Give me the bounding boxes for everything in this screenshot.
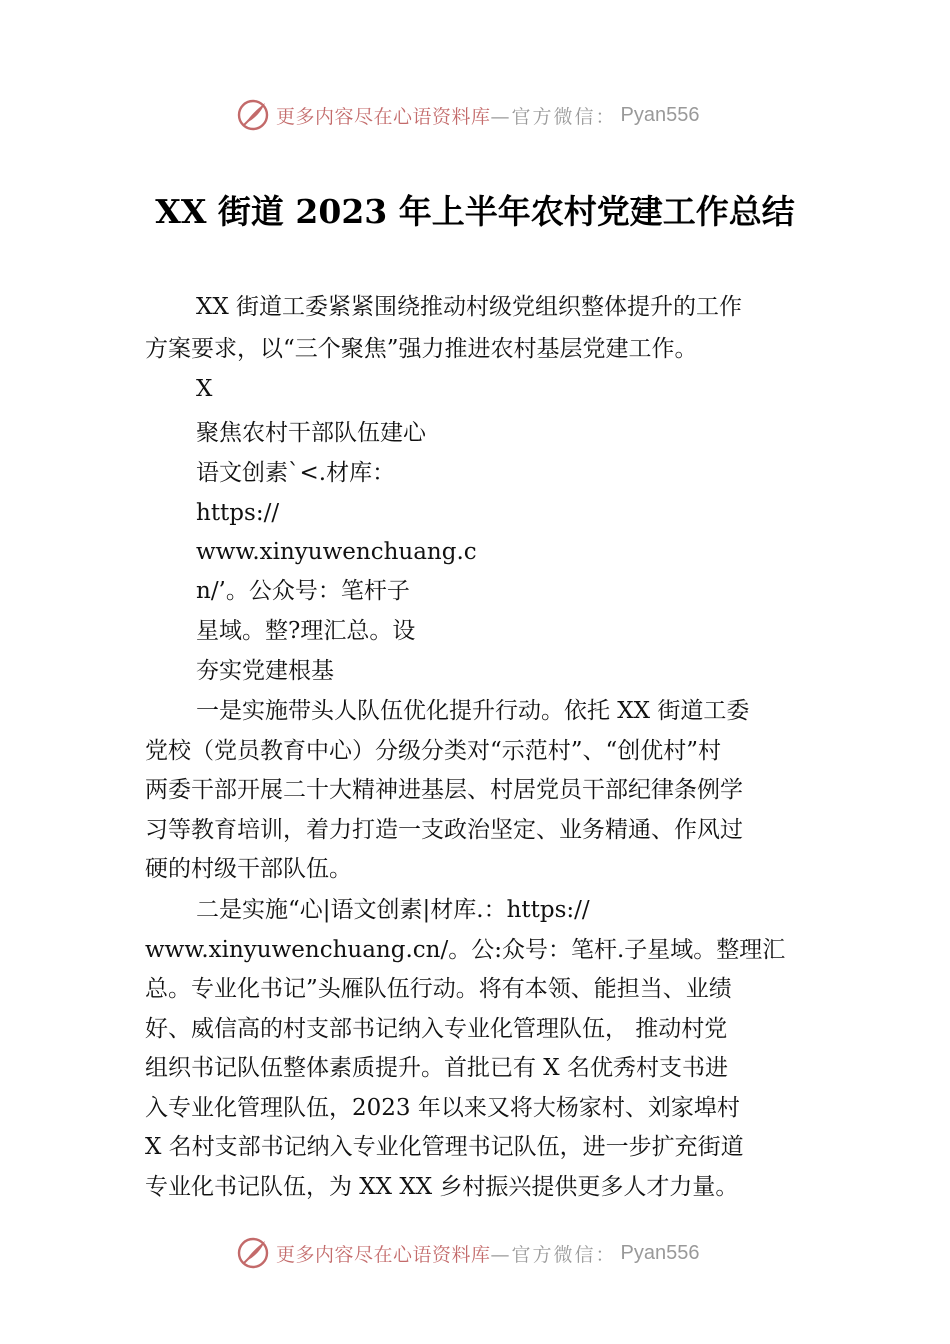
body-line: 两委干部开展二十大精神进基层、村居党员干部纪律条例学 bbox=[145, 777, 743, 803]
watermark-sub-text: —官方微信： bbox=[490, 105, 617, 128]
body-line: 党校（党员教育中心）分级分类对“示范村”、“创优村”村 bbox=[145, 738, 722, 764]
body-line: 聚焦农村干部队伍建心 bbox=[196, 420, 426, 446]
watermark-footer bbox=[236, 1233, 700, 1273]
body-line: 总。专业化书记”头雁队伍行动。将有本领、能担当、业绩 bbox=[145, 976, 732, 1002]
watermark-sub-text: —官方微信： bbox=[490, 1243, 617, 1266]
body-line: www.xinyuwenchuang.cn/。公:众号：笔杆.子星域。整理汇 bbox=[145, 937, 786, 963]
body-line: 语文创素`<.材库： bbox=[196, 460, 396, 486]
watermark-main-text: 更多内容尽在心语资料库 bbox=[276, 105, 491, 128]
watermark-header bbox=[236, 95, 700, 135]
body-line: 硬的村级干部队伍。 bbox=[145, 856, 352, 882]
document-title: XX 街道 2023 年上半年农村党建工作总结 bbox=[155, 192, 795, 231]
body-line: 专业化书记队伍，为 XX XX 乡村振兴提供更多人才力量。 bbox=[145, 1174, 739, 1200]
body-line: 一是实施带头人队伍优化提升行动。依托 XX 街道工委 bbox=[196, 698, 750, 724]
body-line: https:// bbox=[196, 500, 280, 526]
body-line: 入专业化管理队伍，2023 年以来又将大杨家村、刘家埠村 bbox=[145, 1095, 740, 1121]
body-line: X 名村支部书记纳入专业化管理书记队伍，进一步扩充街道 bbox=[145, 1134, 744, 1160]
body-line: 习等教育培训，着力打造一支政治坚定、业务精通、作风过 bbox=[145, 817, 743, 843]
watermark-id-text: Pyan556 bbox=[620, 1241, 700, 1264]
body-line: 好、威信高的村支部书记纳入专业化管理队伍， 推动村党 bbox=[145, 1016, 728, 1042]
body-line: 夯实党建根基 bbox=[196, 658, 334, 684]
watermark-id-text: Pyan556 bbox=[620, 103, 700, 126]
body-line: www.xinyuwenchuang.c bbox=[196, 539, 477, 565]
quill-circle-logo-icon bbox=[236, 98, 270, 132]
body-line: 二是实施“心|语文创素|材库.：https:// bbox=[196, 897, 590, 923]
body-line: 组织书记队伍整体素质提升。首批已有 X 名优秀村支书进 bbox=[145, 1055, 728, 1081]
body-line: 方案要求，以“三个聚焦”强力推进农村基层党建工作。 bbox=[145, 336, 698, 362]
body-line: XX 街道工委紧紧围绕推动村级党组织整体提升的工作 bbox=[196, 294, 743, 320]
body-line: n/’。公众号：笔杆子 bbox=[196, 578, 410, 604]
quill-circle-logo-icon bbox=[236, 1236, 270, 1270]
watermark-main-text: 更多内容尽在心语资料库 bbox=[276, 1243, 491, 1266]
body-line: X bbox=[196, 376, 213, 402]
body-line: 星域。整?理汇总。设 bbox=[196, 618, 416, 644]
